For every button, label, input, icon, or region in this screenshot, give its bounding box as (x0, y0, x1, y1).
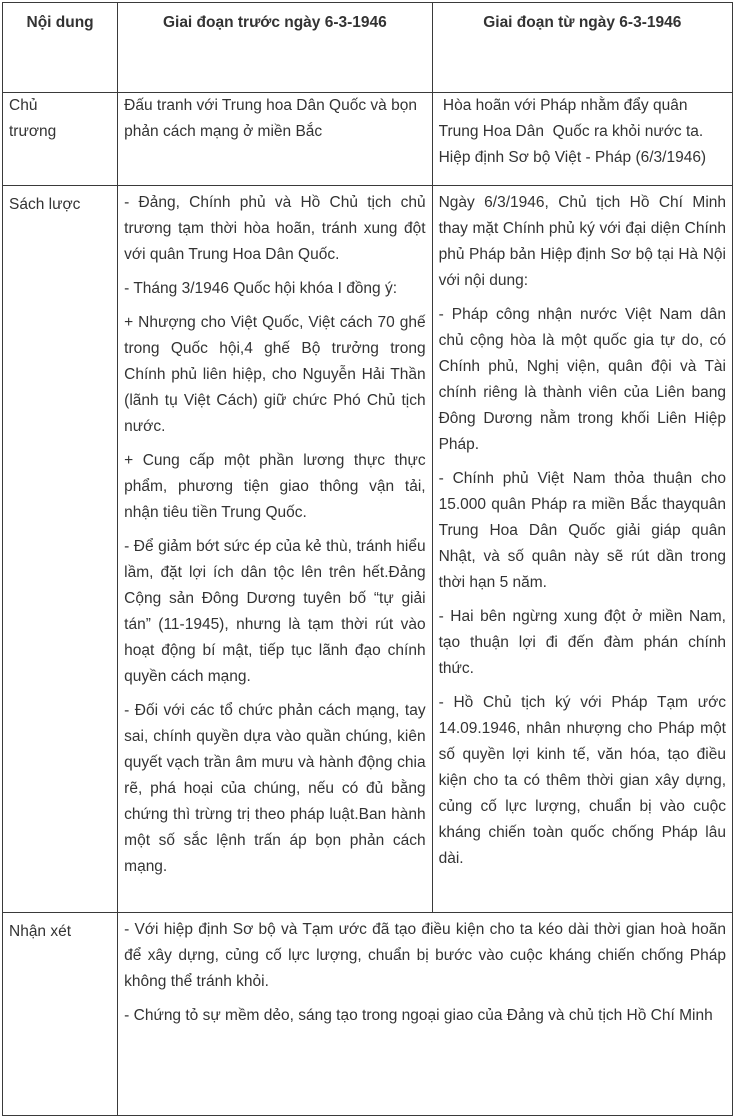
comparison-table (2, 2, 733, 1116)
row-label-nhan-xet: Nhận xét (3, 913, 118, 1116)
paragraph: - Chính phủ Việt Nam thỏa thuận cho 15.000 quân Pháp ra miền Bắc thayquân Trung Hoa Dân Quốc giải giáp quân Nhật, và số quân này sẽ rút dần trong thời hạn 5 năm. (438, 470, 726, 591)
table-row-sach-luoc (3, 186, 733, 913)
table-row-nhan-xet (3, 913, 733, 1116)
table-row-chu-truong (3, 93, 733, 186)
cell-chu-truong-after (432, 93, 732, 186)
paragraph: - Đối với các tổ chức phản cách mạng, tay sai, chính quyền dựa vào quần chúng, kiên quyết vạch trần âm mưu và hành động chia rẽ, phá hoại của chúng, nếu có đủ bằng chứng thì trừng trị theo pháp luật.Ban hành một số sắc lệnh trấn áp bọn phản cách mạng. (124, 702, 426, 875)
paragraph: - Hồ Chủ tịch ký với Pháp Tạm ước 14.09.1946, nhân nhượng cho Pháp một số quyền lợi kinh tế, văn hóa, tạo điều kiện cho ta có thêm thời gian xây dựng, củng cố lực lượng, chuẩn bị vào cuộc kháng chiến toàn quốc chống Pháp lâu dài. (438, 694, 726, 867)
table-header-row (3, 3, 733, 93)
paragraph: - Đảng, Chính phủ và Hồ Chủ tịch chủ trương tạm thời hòa hoãn, tránh xung đột với quân Trung Hoa Dân Quốc. (124, 194, 426, 263)
paragraph: - Chứng tỏ sự mềm dẻo, sáng tạo trong ngoại giao của Đảng và chủ tịch Hồ Chí Minh (124, 1007, 713, 1024)
paragraph: + Cung cấp một phần lương thực thực phẩm, phương tiện giao thông vận tải, nhận tiêu tiền Trung Quốc. (124, 452, 426, 521)
paragraph: - Với hiệp định Sơ bộ và Tạm ước đã tạo điều kiện cho ta kéo dài thời gian hoà hoãn để xây dựng, củng cố lực lượng, chuẩn bị bước vào cuộc kháng chiến chống Pháp không thể tránh khỏi. (124, 921, 726, 990)
cell-sach-luoc-after (432, 186, 732, 913)
header-after: Giai đoạn từ ngày 6-3-1946 (432, 3, 732, 93)
paragraph: Đấu tranh với Trung hoa Dân Quốc và bọn phản cách mạng ở miền Bắc (124, 97, 417, 140)
cell-sach-luoc-before (118, 186, 432, 913)
paragraph: - Để giảm bớt sức ép của kẻ thù, tránh hiểu lầm, đặt lợi ích dân tộc lên trên hết.Đảng Cộng sản Đông Dương tuyên bố “tự giải tán” (11-1945), nhưng là tạm thời rút vào hoạt động bí mật, tiếp tục lãnh đạo chính quyền cách mạng. (124, 538, 426, 685)
paragraph: - Tháng 3/1946 Quốc hội khóa I đồng ý: (124, 280, 398, 297)
cell-chu-truong-before (118, 93, 432, 186)
header-noi-dung: Nội dung (3, 3, 118, 93)
row-label-chu-truong: Chủ trương (3, 93, 118, 186)
header-before: Giai đoạn trước ngày 6-3-1946 (118, 3, 432, 93)
paragraph: - Hai bên ngừng xung đột ở miền Nam, tạo thuận lợi đi đến đàm phán chính thức. (438, 608, 726, 677)
paragraph: Ngày 6/3/1946, Chủ tịch Hồ Chí Minh thay mặt Chính phủ ký với đại diện Chính phủ Pháp bản Hiệp định Sơ bộ tại Hà Nội với nội dung: (438, 194, 726, 289)
row-label-sach-luoc: Sách lược (3, 186, 118, 913)
paragraph: - Pháp công nhận nước Việt Nam dân chủ cộng hòa là một quốc gia tự do, có Chính phủ, Nghị viện, quân đội và Tài chính riêng là thành viên của Liên bang Đông Dương nằm trong khối Liên Hiệp Pháp. (438, 306, 726, 453)
cell-nhan-xet (118, 913, 733, 1116)
paragraph: Hòa hoãn với Pháp nhằm đẩy quân Trung Hoa Dân Quốc ra khỏi nước ta. Hiệp định Sơ bộ Việt - Pháp (6/3/1946) (438, 97, 708, 166)
paragraph: + Nhượng cho Việt Quốc, Việt cách 70 ghế trong Quốc hội,4 ghế Bộ trưởng trong Chính phủ liên hiệp, cho Nguyễn Hải Thần (lãnh tụ Việt Cách) giữ chức Phó Chủ tịch nước. (124, 314, 426, 435)
